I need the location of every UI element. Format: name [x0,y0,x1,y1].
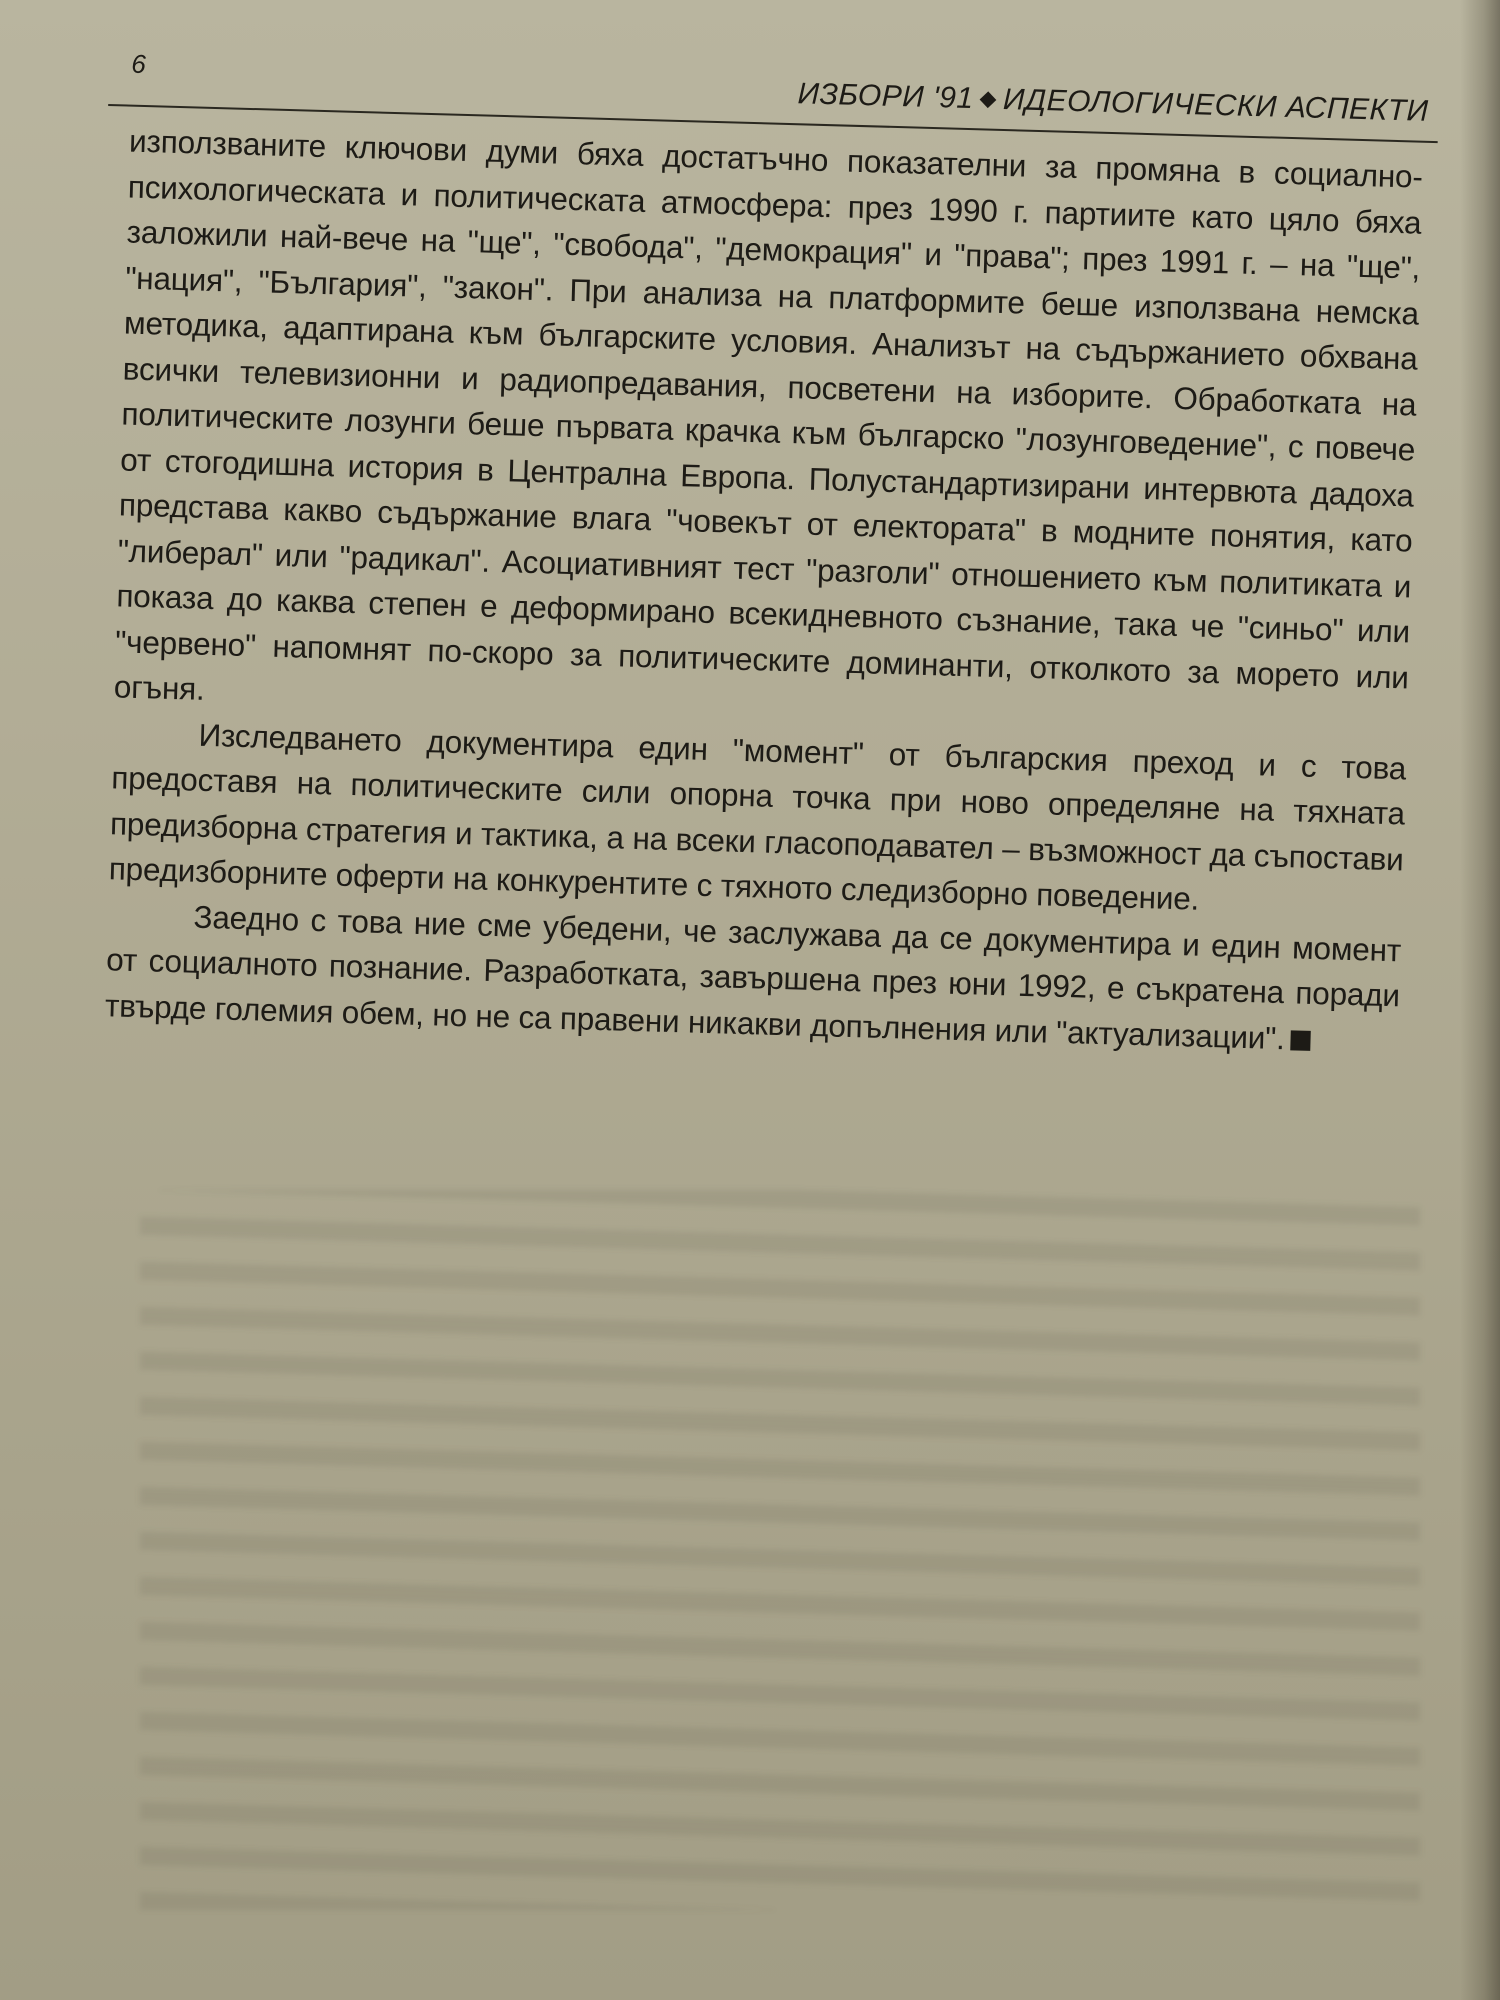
paragraph-2: Изследването документира един "момент" от българския преход и с това предоставя на политическите сили опорна точка при ново определяне на тяхната предизборна стратегия и тактика, а на всеки гласоподавател – възможност да съпостави предизборните оферти на конкурентите с тяхното следизборно поведение. [108,716,1407,917]
running-head-subtitle: ИДЕОЛОГИЧЕСКИ АСПЕКТИ [1002,82,1429,128]
body-text [82,118,1437,1065]
paragraph-3-text: Заедно с това ние сме убедени, че заслужава да се документира и един момент от социалното познание. Разработката, завършена през юни 1992, е съкратена поради твърде големия обем, но не са правени никакви допълнения или "актуализации". [104,898,1402,1056]
page-edge-shadow [1460,0,1500,2000]
running-head [797,77,1429,129]
paragraph-1: използваните ключови думи бяха достатъчно показателни за промяна в социално-психологическата и политическата атмосфера: през 1990 г. партиите като цяло бяха заложили най-вече на "ще", "свобода", "демокрация" и "права"; през 1991 г. – на "ще", "нация", "България", "закон". При анализа на платформите беше използвана немска методика, адаптирана към българските условия. Анализът на съдържанието обхвана всички телевизионни и радиопредавания, посветени на изборите. Обработката на политическите лозунги беше първата крачка към българско "лозунговедение", с повече от стогодишна история в Централна Европа. Полустандартизирани интервюта дадоха представа какво съдържание влага "човекът от електората" в модните понятия, като "либерал" или "радикал". Асоциативният тест "разголи" отношението към политиката и показа до каква степен е деформирано всекидневното съзнание, така че "синьо" или "червено" напомнят по-скоро за политическите доминанти, отколкото за морето или огъня. [113,122,1424,707]
running-head-title: ИЗБОРИ '91 [797,77,975,116]
page-number: 6 [130,48,147,80]
diamond-icon: ◆ [979,85,998,111]
bleed-through-text [140,1190,1420,1910]
page-content [82,40,1439,1065]
end-of-article-square-icon [1290,1030,1311,1051]
